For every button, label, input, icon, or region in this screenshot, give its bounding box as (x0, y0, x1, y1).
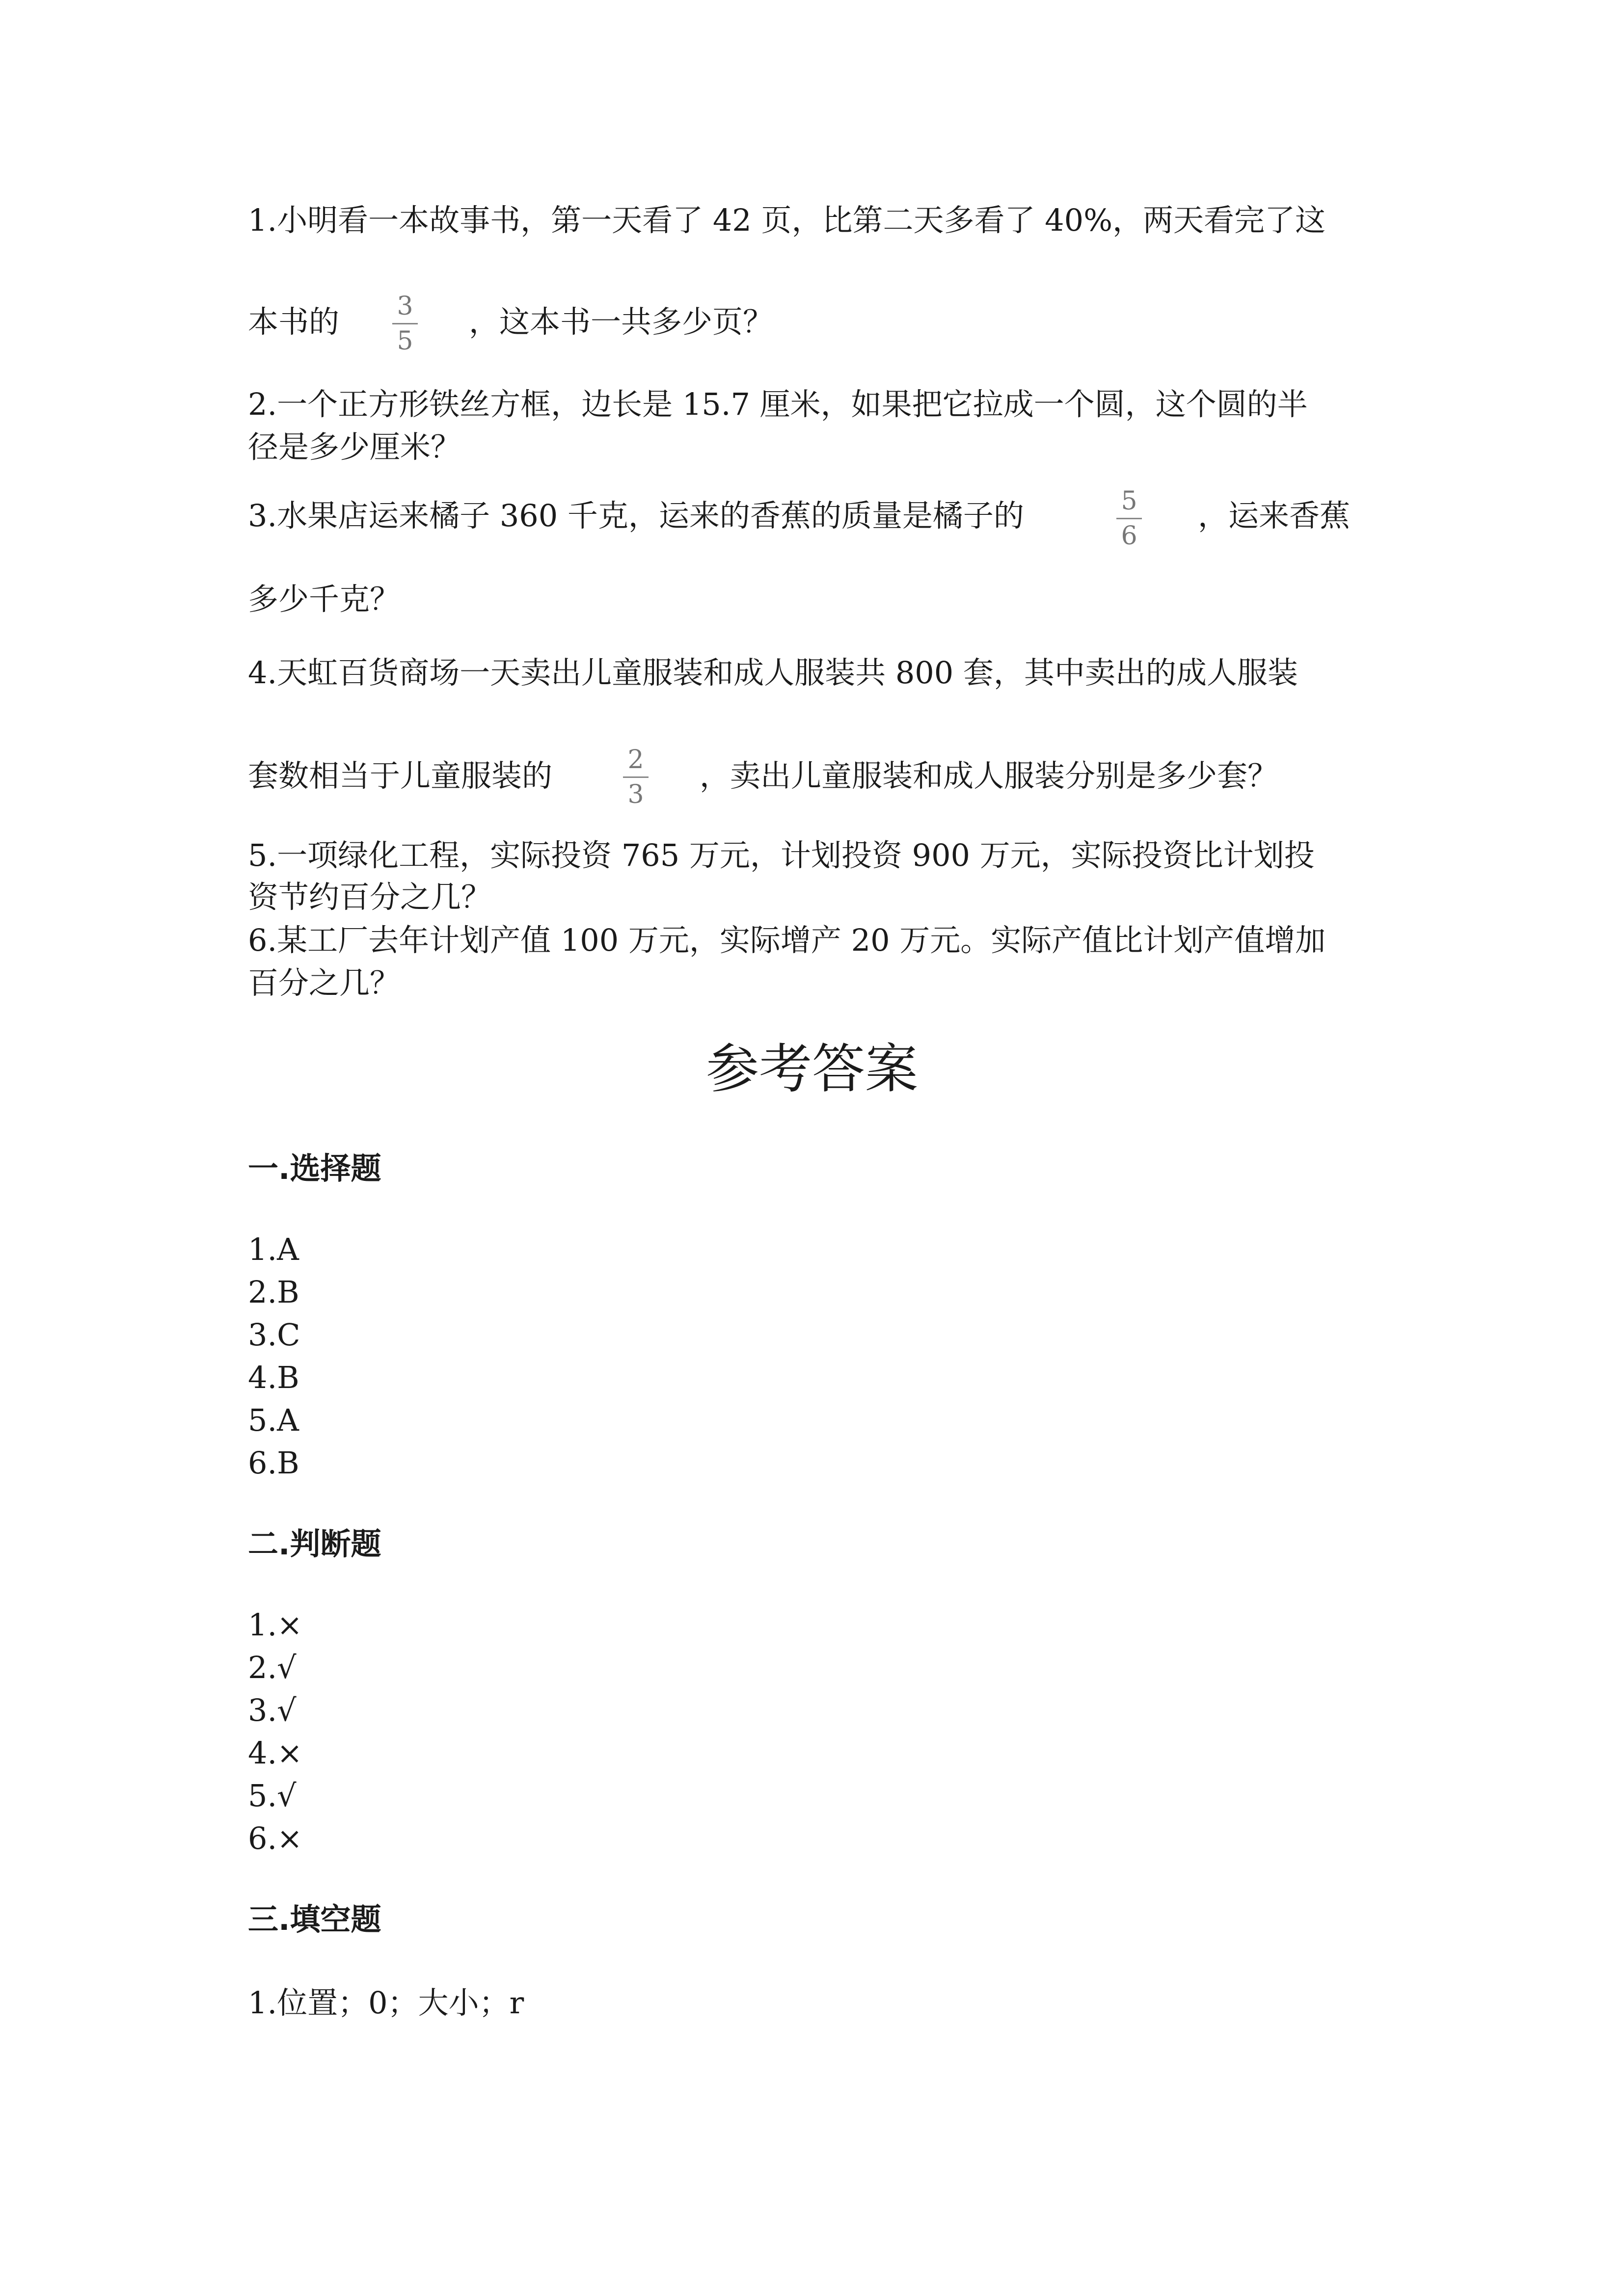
problem-4-line-2-suffix: ，卖出儿童服装和成人服装分别是多少套？ (700, 758, 1278, 794)
problem-6-line-1: 6.某工厂去年计划产值 100 万元，实际增产 20 万元。实际产值比计划产值增加 (248, 922, 1326, 958)
fraction-numerator: 2 (627, 745, 644, 774)
answer-item: 1.× (248, 1607, 303, 1643)
problem-1-line-2-prefix: 本书的 (248, 304, 340, 340)
answer-item: 3.√ (248, 1692, 297, 1728)
answer-item: 6.B (248, 1445, 299, 1481)
problem-3-line-1-prefix: 3.水果店运来橘子 360 千克，运来的香蕉的质量是橘子的 (248, 498, 1024, 534)
problem-6-line-2: 百分之几？ (248, 965, 401, 1001)
answer-item: 4.× (248, 1735, 303, 1771)
answer-item: 5.√ (248, 1778, 297, 1814)
problem-5-line-1: 5.一项绿化工程，实际投资 765 万元，计划投资 900 万元，实际投资比计划投 (248, 837, 1315, 873)
answer-item: 4.B (248, 1360, 299, 1395)
problem-3-line-1-suffix: ，运来香蕉 (1198, 498, 1351, 534)
answer-item: 2.√ (248, 1650, 297, 1685)
fraction-bar (1116, 518, 1142, 519)
fraction-numerator: 3 (397, 292, 413, 321)
problem-1-line-2-suffix: ，这本书一共多少页？ (469, 304, 774, 340)
answer-item: 5.A (248, 1402, 299, 1438)
section-heading-judge: 二.判断题 (248, 1526, 381, 1562)
fraction-denominator: 5 (397, 326, 413, 356)
problem-2-line-2: 径是多少厘米？ (248, 429, 461, 465)
section-heading-fill: 三.填空题 (248, 1901, 381, 1937)
answer-title: 参考答案 (705, 1039, 918, 1100)
problem-1-line-1: 1.小明看一本故事书，第一天看了 42 页，比第二天多看了 40%，两天看完了这 (248, 202, 1326, 238)
problem-5-line-2: 资节约百分之几？ (248, 879, 492, 915)
answer-item: 2.B (248, 1274, 299, 1310)
fraction-bar (623, 776, 649, 778)
fraction-denominator: 3 (627, 780, 644, 809)
problem-4-line-2-prefix: 套数相当于儿童服装的 (248, 758, 553, 794)
fraction-numerator: 5 (1121, 486, 1137, 516)
answer-item: 6.× (248, 1820, 303, 1856)
problem-1-fraction (390, 294, 420, 354)
problem-3-fraction (1114, 488, 1144, 549)
fraction-bar (392, 323, 418, 324)
problem-2-line-1: 2.一个正方形铁丝方框，边长是 15.7 厘米，如果把它拉成一个圆，这个圆的半 (248, 386, 1308, 422)
problem-3-line-2: 多少千克？ (248, 581, 401, 617)
section-heading-choice: 一.选择题 (248, 1150, 381, 1186)
fraction-denominator: 6 (1121, 521, 1137, 551)
answer-item: 1.位置；0；大小；r (248, 1985, 524, 2021)
problem-4-fraction (621, 747, 650, 807)
answer-item: 3.C (248, 1317, 300, 1353)
answer-item: 1.A (248, 1231, 299, 1267)
problem-4-line-1: 4.天虹百货商场一天卖出儿童服装和成人服装共 800 套，其中卖出的成人服装 (248, 655, 1298, 691)
